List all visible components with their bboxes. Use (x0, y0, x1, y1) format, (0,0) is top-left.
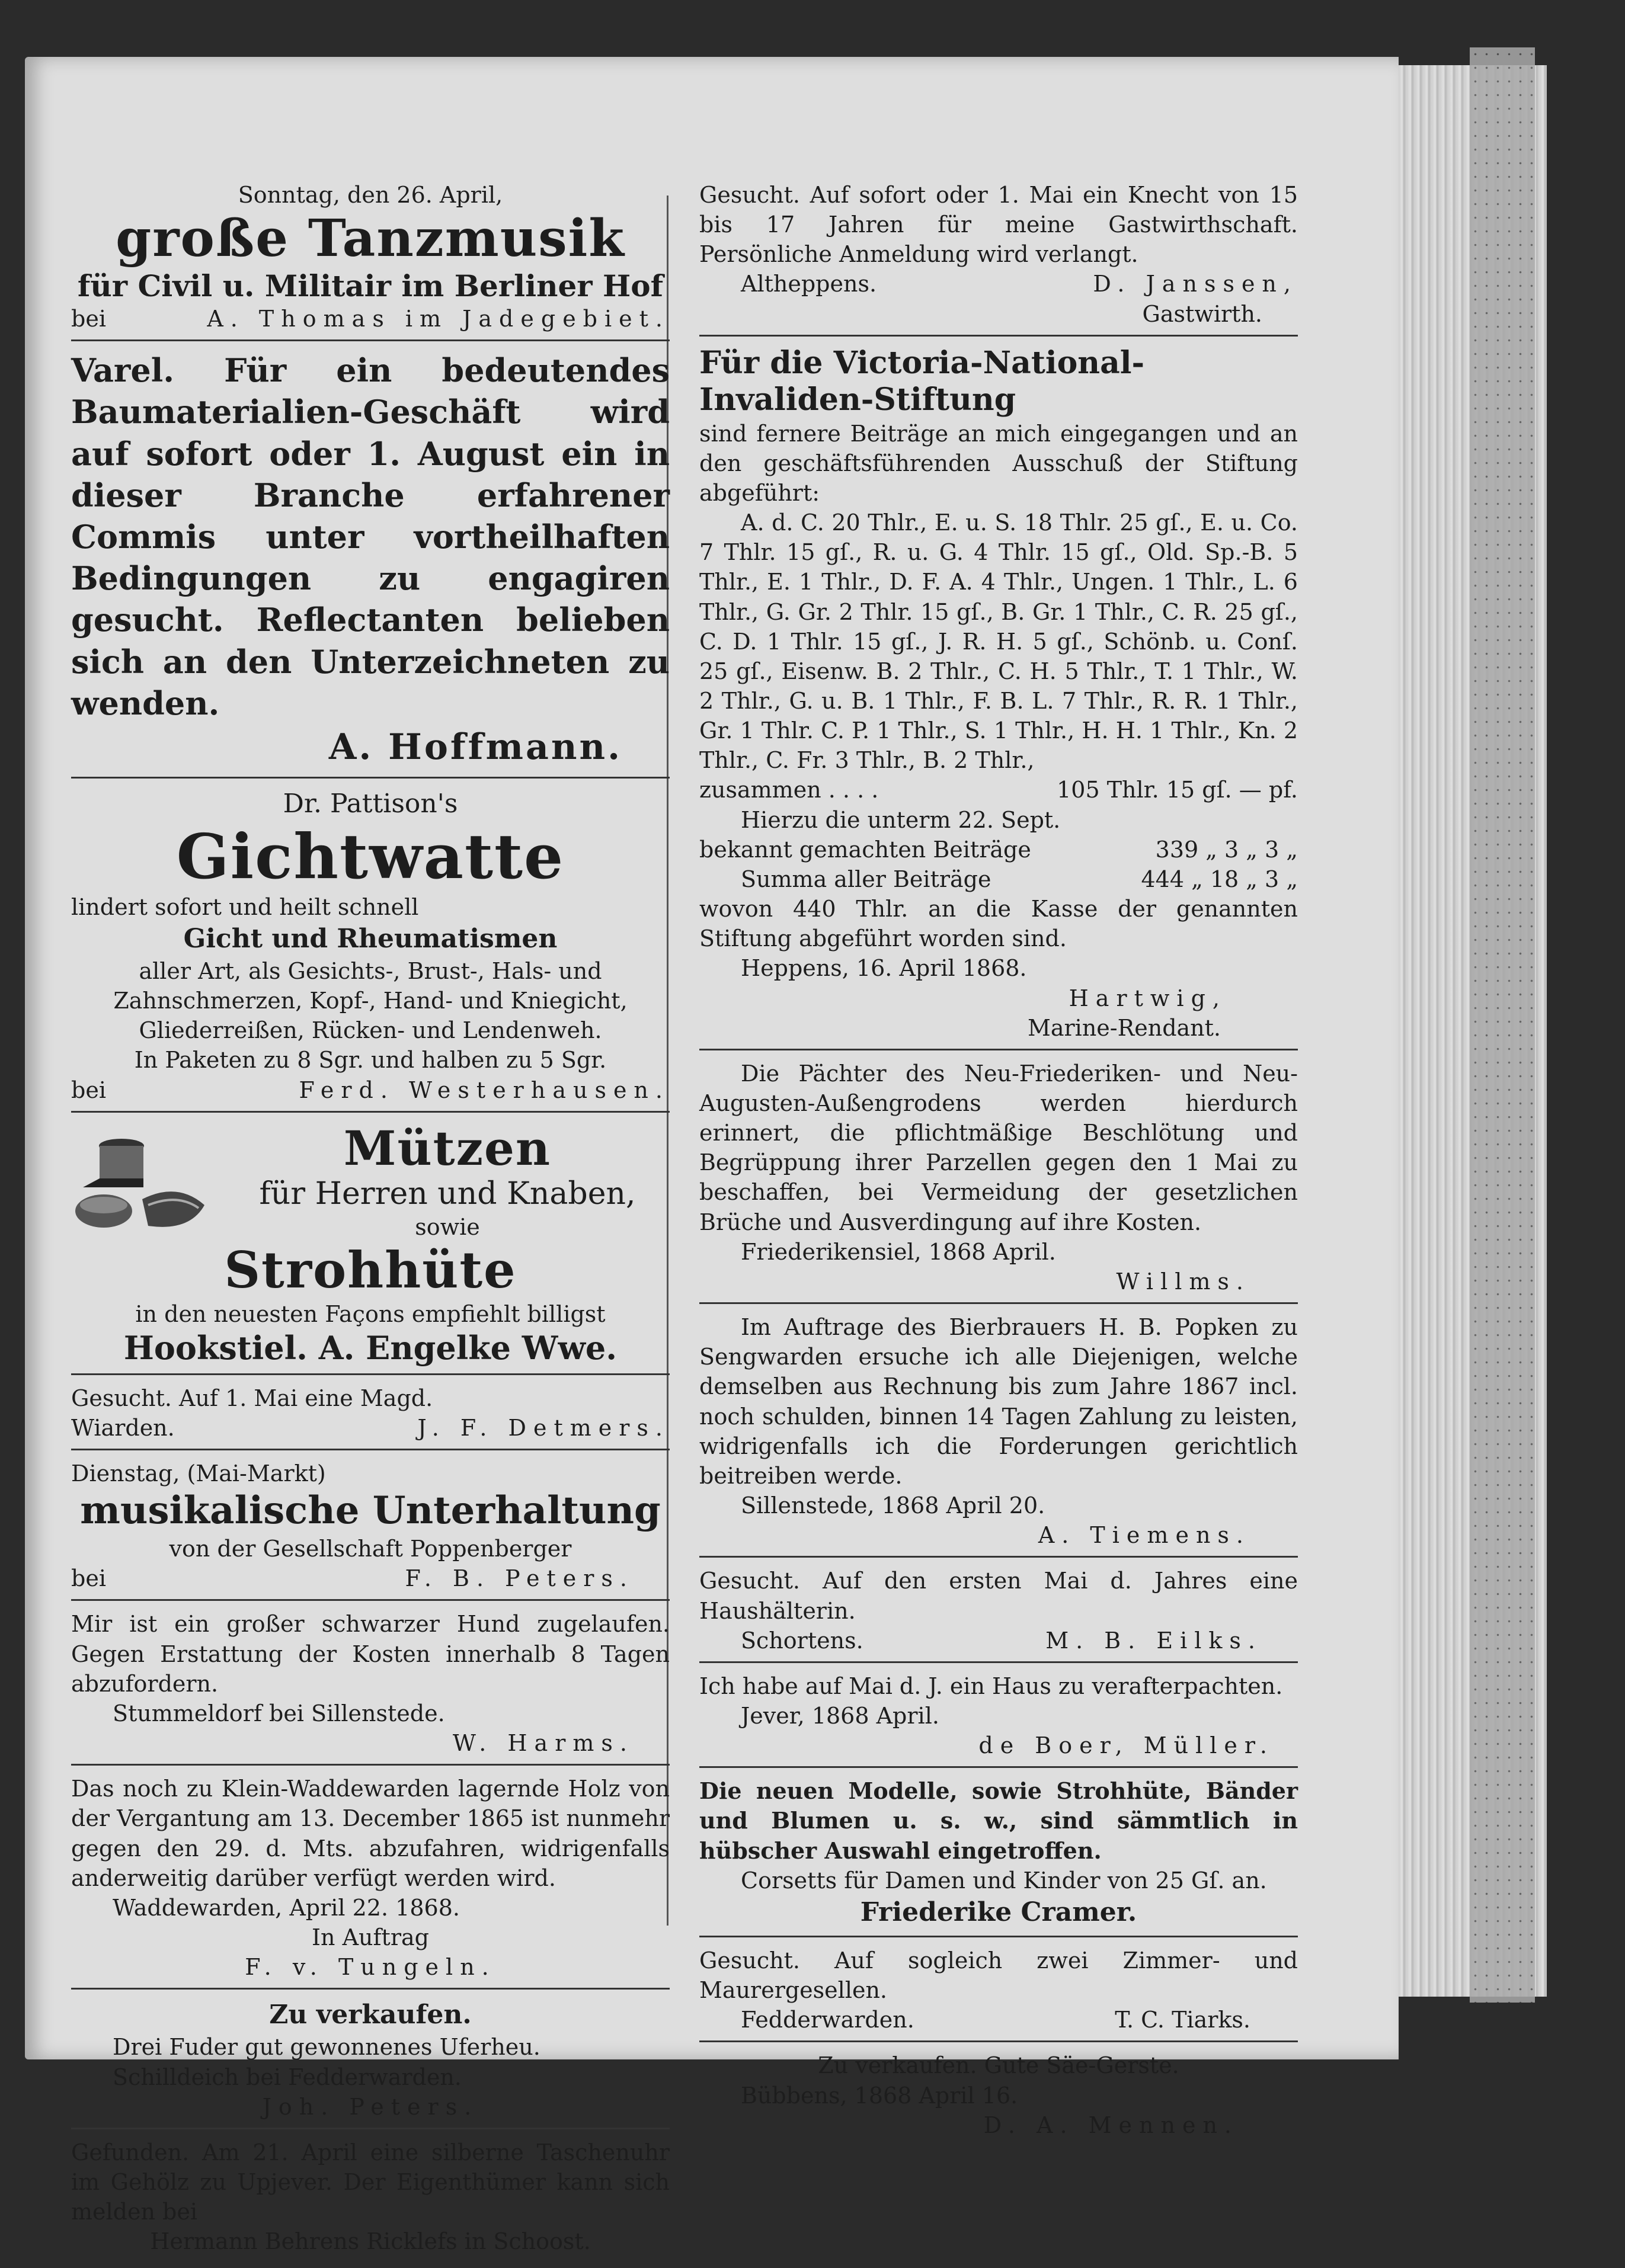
ad-date: Friederikensiel, 1868 April. (741, 1238, 1056, 1265)
ad-name: A. Tiemens. (1038, 1522, 1250, 1549)
ad-haus (699, 1669, 1298, 1768)
ad-hierzu: Hierzu die unterm 22. Sept. (741, 806, 1061, 833)
ad-line: lindert sofort und heilt schnell (71, 893, 419, 920)
ad-name: F. B. Peters. (405, 1565, 634, 1592)
ad-text: Zu verkaufen. Gute Säe-Gerste. (818, 2052, 1179, 2079)
ad-name: F. v. Tungeln. (245, 1954, 496, 1981)
ad-title: musikalische Unterhaltung (80, 1488, 661, 1533)
ad-name: J. F. Detmers. (417, 1415, 670, 1441)
ad-musik (71, 1456, 670, 1601)
ad-line: für Herren und Knaben, (259, 1175, 636, 1212)
ad-victoria (699, 342, 1298, 1050)
ad-place: Altheppens. (741, 271, 877, 297)
ad-place: Wiarden. (71, 1415, 175, 1441)
ad-title: Mützen (343, 1120, 552, 1176)
ad-text: Die neuen Modelle, sowie Strohhüte, Bänder und Blumen u. s. w., sind sämmtlich in hübscher Auswahl eingetroffen. (699, 1777, 1298, 1864)
ad-text: Gefunden. Am 21. April eine silberne Taschenuhr im Gehölz zu Upjever. Der Eigenthümer kann sich melden bei (71, 2139, 670, 2225)
ad-bekannt-label: bekannt gemachten Beiträge (699, 836, 1031, 863)
ad-hund (71, 1607, 670, 1766)
ad-bei: bei (71, 306, 106, 332)
ad-date: Sillenstede, 1868 April 20. (741, 1492, 1045, 1519)
ad-line: Schilldeich bei Fedderwarden. (113, 2064, 462, 2090)
ad-title: Für die Victoria-National-Invaliden-Stiftung (699, 344, 1145, 418)
ad-place: Fedderwarden. (741, 2007, 914, 2033)
ad-date: Heppens, 16. April 1868. (741, 955, 1027, 982)
ad-name: Hermann Behrens Ricklefs in Schoost. (150, 2228, 591, 2255)
ad-popken (699, 1310, 1298, 1558)
ad-name: Friederike Cramer. (860, 1897, 1137, 1927)
ad-title-2: Strohhüte (224, 1241, 517, 1300)
ad-place: Schortens. (741, 1627, 863, 1654)
ad-summa-value: 444 „ 18 „ 3 „ (1141, 866, 1298, 892)
ad-varel (71, 347, 670, 779)
ad-muetzen (71, 1119, 670, 1375)
ad-role: Marine-Rendant. (1027, 1014, 1221, 1041)
book-cover-edge (1470, 47, 1535, 2003)
ad-bekannt-value: 339 „ 3 „ 3 „ (1155, 836, 1298, 863)
ad-auftrag: In Auftrag (312, 1924, 429, 1950)
ad-date: Dienstag, (Mai-Markt) (71, 1460, 326, 1487)
ad-date: Bübbens, 1868 April 16. (741, 2082, 1018, 2109)
ad-bei: bei (71, 1077, 106, 1103)
ad-brand: Dr. Pattison's (283, 789, 458, 819)
ad-sowie: sowie (415, 1214, 480, 1241)
ad-text: Gesucht. Auf sofort oder 1. Mai ein Knecht von 15 bis 17 Jahren für meine Gastwirthschaft. Persönliche Anmeldung wird verlangt. (699, 182, 1298, 268)
ad-host: A. Thomas im Jadegebiet. (207, 306, 670, 332)
ad-paechter (699, 1056, 1298, 1304)
ad-line: aller Art, als Gesichts-, Brust-, Hals- und Zahnschmerzen, Kopf-, Hand- und Kniegicht, Gliederreißen, Rücken- und Lendenweh. (113, 957, 628, 1044)
ad-name: de Boer, Müller. (978, 1732, 1274, 1759)
ad-verkaufen (71, 1995, 670, 2129)
ad-line: von der Gesellschaft Poppenberger (169, 1536, 572, 1562)
ad-name: D. Janssen, (1093, 271, 1298, 297)
ad-magd (71, 1381, 670, 1450)
ad-text: Varel. Für ein bedeutendes Baumaterialien-Geschäft wird auf sofort oder 1. August ein in dieser Branche erfahrener Commis unter vortheilhaften Bedingungen zu engagiren gesucht. Reflectanten belieben sich an den Unterzeichneten zu wenden. (71, 351, 670, 722)
ad-name: D. A. Mennen. (983, 2112, 1239, 2138)
ad-list: A. d. C. 20 Thlr., E. u. S. 18 Thlr. 25 gſ., E. u. Co. 7 Thlr. 15 gſ., R. u. G. 4 Thlr. 15 gſ., Old. Sp.-B. 5 Thlr., E. 1 Thlr., D. F. A. 4 Thlr., Ungen. 1 Thlr., L. 6 Thlr., G. Gr. 2 Thlr. 15 gſ., B. Gr. 1 Thlr., C. R. 25 gſ., C. D. 1 Thlr. 15 gſ., J. R. H. 5 gſ., Schönb. u. Conſ. 25 gſ., Eisenw. B. 2 Thlr., C. H. 5 Thlr., T. 1 Thlr., W. 2 Thlr., G. u. B. 1 Thlr., F. B. L. 7 Thlr., R. R. 1 Thlr., Gr. 1 Thlr. C. P. 1 Thlr., S. 1 Thlr., H. H. 1 Thlr., Kn. 2 Thlr., C. Fr. 3 Thlr., B. 2 Thlr., (699, 510, 1298, 774)
ad-date: Jever, 1868 April. (741, 1702, 939, 1729)
ad-line: Gicht und Rheumatismen (183, 923, 558, 954)
ad-wovon: wovon 440 Thlr. an die Kasse der genannten Stiftung abgeführt worden sind. (699, 896, 1298, 952)
ad-name: M. B. Eilks. (1045, 1627, 1262, 1654)
ad-intro: sind fernere Beiträge an mich eingegangen und an den geschäftsführenden Ausschuß der Stiftung abgeführt: (699, 420, 1298, 506)
ad-holz (71, 1772, 670, 1990)
ad-text: Mir ist ein großer schwarzer Hund zugelaufen. Gegen Erstattung der Kosten innerhalb 8 Tagen abzufordern. (71, 1611, 670, 1697)
ad-total-label: zusammen . . . . (699, 777, 879, 803)
ad-place: Stummeldorf bei Sillenstede. (113, 1700, 445, 1726)
ad-title: große Tanzmusik (116, 209, 625, 269)
ad-line: in den neuesten Façons empfiehlt billigst (135, 1300, 606, 1327)
ad-signature: A. Hoffmann. (328, 726, 622, 768)
ad-bei: bei (71, 1565, 106, 1592)
ad-name: Joh. Peters. (262, 2093, 479, 2120)
ad-line: Drei Fuder gut gewonnenes Uferheu. (113, 2034, 540, 2061)
right-column (699, 178, 1298, 2152)
ad-line: Corsetts für Damen und Kinder von 25 Gſ. an. (741, 1867, 1267, 1894)
ad-signature: Hookstiel. A. Engelke Wwe. (123, 1329, 618, 1367)
ad-subtitle: für Civil u. Militair im Berliner Hof (77, 268, 664, 304)
ad-total-value: 105 Thlr. 15 gſ. — pf. (1057, 777, 1298, 803)
ad-text: Ich habe auf Mai d. J. ein Haus zu verafterpachten. (699, 1673, 1283, 1699)
ad-date: Sonntag, den 26. April, (238, 182, 503, 208)
ad-date: Waddewarden, April 22. 1868. (113, 1894, 460, 1921)
ad-title: Gichtwatte (176, 820, 565, 893)
ad-gichtwatte (71, 784, 670, 1113)
ad-summa-label: Summa aller Beiträge (741, 866, 991, 892)
ad-text: Die Pächter des Neu-Friederiken- und Neu-Augusten-Außengrodens werden hierdurch erinnert, die pflichtmäßige Beschlötung und Begrüppung ihrer Parzellen gegen den 1 Mai zu beschaffen, bei Vermeidung der gesetzlichen Brüche und Ausverdingung auf ihre Kosten. (699, 1060, 1298, 1235)
ad-text: Gesucht. Auf den ersten Mai d. Jahres eine Haushälterin. (699, 1568, 1298, 1624)
ad-gerste (699, 2048, 1298, 2145)
ad-text: Gesucht. Auf sogleich zwei Zimmer- und Maurergesellen. (699, 1947, 1298, 2004)
caps-illustration-icon (71, 1122, 213, 1241)
ad-role: Gastwirth. (1142, 300, 1262, 327)
ad-text: Im Auftrage des Bierbrauers H. B. Popken zu Sengwarden ersuche ich alle Diejenigen, welche demselben aus Rechnung bis zum Jahre 1867 incl. noch schulden, binnen 14 Tagen Zahlung zu leisten, widrigenfalls ich die Forderungen gerichtlich beitreiben werde. (699, 1314, 1298, 1489)
ad-line: In Paketen zu 8 Sgr. und halben zu 5 Sgr. (134, 1047, 607, 1074)
ad-seller: Ferd. Westerhausen. (299, 1077, 670, 1103)
ad-title: Zu verkaufen. (269, 2000, 472, 2030)
ad-text: Das noch zu Klein-Waddewarden lagernde Holz von der Vergantung am 13. December 1865 ist nunmehr gegen den 29. d. Mts. abzufahren, widrigenfalls anderweitig darüber verfügt werden wird. (71, 1776, 670, 1891)
ad-tanzmusik (71, 178, 670, 341)
ad-name: Willms. (1116, 1268, 1250, 1295)
left-column (71, 178, 670, 2268)
ad-name: Hartwig, (1069, 985, 1227, 1011)
ad-haushaelterin (699, 1564, 1298, 1662)
ad-gefunden (71, 2135, 670, 2263)
ad-text: Gesucht. Auf 1. Mai eine Magd. (71, 1385, 433, 1411)
ad-name: T. C. Tiarks. (1115, 2007, 1250, 2033)
ad-name: W. Harms. (452, 1730, 634, 1757)
ad-knecht (699, 178, 1298, 337)
ad-zimmer (699, 1943, 1298, 2042)
ad-modelle (699, 1774, 1298, 1937)
